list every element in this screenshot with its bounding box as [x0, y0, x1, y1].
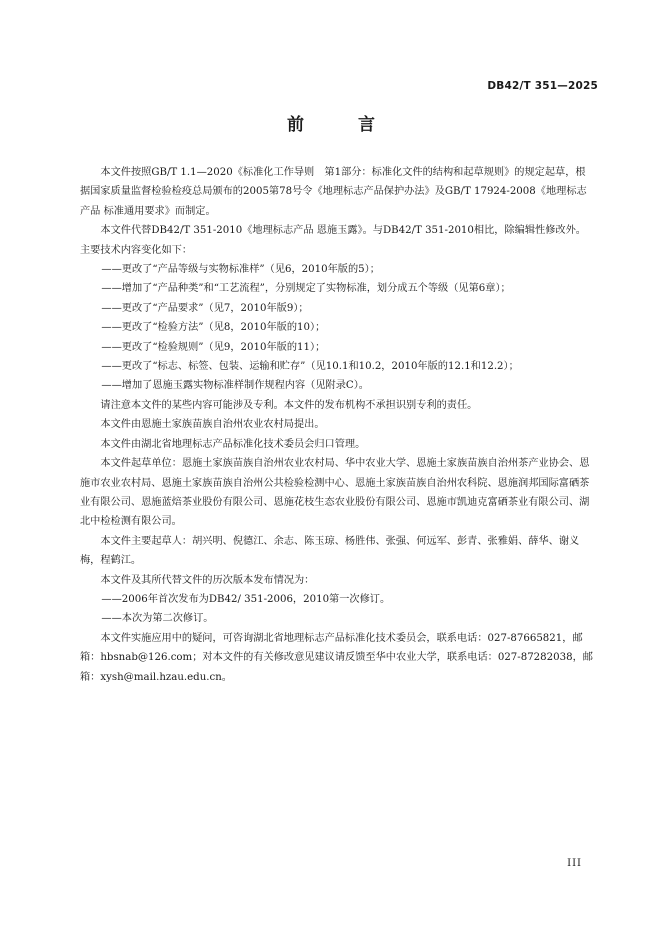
paragraph-drafting-basis: 本文件按照GB/T 1.1—2020《标准化工作导则 第1部分：标准化文件的结构和起草规则》的规定起草，根据国家质量监督检验检疫总局颁布的2005第78号令《地理标志产品保护办法》及GB/T 17924-2008《地理标志产品 标准通用要求》而制定。 — [80, 167, 587, 217]
page-number: III — [567, 858, 582, 869]
paragraph-administrator: 本文件由湖北省地理标志产品标准化技术委员会归口管理。 — [100, 438, 366, 450]
paragraph-drafting-units: 本文件起草单位：恩施土家族苗族自治州农业农村局、华中农业大学、恩施土家族苗族自治州茶产业协会、恩施市农业农村局、恩施土家族苗族自治州公共检验检测中心、恩施土家族苗族自治州农科院、恩施润邦国际富硒茶业有限公司、恩施蓝焙茶业股份有限公司、恩施花枝生态农业股份有限公司、恩施市凯迪克富硒茶业有限公司、湖北中检检测有限公司。 — [80, 458, 590, 528]
paragraph-version-history: 本文件及其所代替文件的历次版本发布情况为： — [100, 574, 315, 586]
change-item — [80, 279, 594, 298]
history-item: ——2006年首次发布为DB42/ 351-2006，2010第一次修订。 — [101, 593, 391, 605]
changes-list — [80, 260, 594, 396]
change-item: ——更改了“检验方法”（见8，2010年版的10）； — [101, 322, 326, 334]
change-item: ——更改了“检验规则”（见9，2010年版的11）； — [101, 341, 326, 353]
change-item: ——更改了“产品等级与实物标准样”（见6，2010年版的5）； — [101, 264, 380, 276]
paragraph-drafters: 本文件主要起草人：胡兴明、倪德江、余志、陈玉琼、杨胜伟、张强、何远军、彭青、张雅娟、薛华、谢义梅，程鹤江。 — [80, 535, 580, 567]
change-item-text: ——增加了“产品种类”和“工艺流程”，分别规定了实物标准，划分成五个等级（见第6章）； — [101, 283, 511, 295]
document-code: DB42/T 351—2025 — [487, 80, 598, 92]
history-list — [80, 590, 594, 629]
change-item: ——增加了恩施玉露实物标准样制作规程内容（见附录C）。 — [101, 380, 369, 392]
paragraph-replacement: 本文件代替DB42/T 351-2010《地理标志产品 恩施玉露》。与DB42/T 351-2010相比，除编辑性修改外。主要技术内容变化如下： — [80, 225, 586, 256]
change-item: ——更改了“标志、标签、包装、运输和贮存”（见10.1和10.2，2010年版的12.1和12.2）； — [101, 361, 519, 373]
paragraph-contact: 本文件实施应用中的疑问，可咨询湖北省地理标志产品标准化技术委员会，联系电话：027-87665821，邮箱：hbsnab@126.com；对本文件的有关修改意见建议请反馈至华中农业大学，联系电话：027-87282038，邮箱：xysh@mail.hzau.edu.cn。 — [80, 632, 593, 683]
history-item: ——本次为第二次修订。 — [101, 613, 214, 625]
foreword-body — [80, 163, 594, 687]
paragraph-patent-notice: 请注意本文件的某些内容可能涉及专利。本文件的发布机构不承担识别专利的责任。 — [100, 399, 478, 411]
change-item: ——更改了“产品要求”（见7，2010年版9）； — [101, 302, 309, 314]
paragraph-proposer: 本文件由恩施土家族苗族自治州农业农村局提出。 — [100, 419, 325, 431]
page-title: 前 言 — [287, 115, 399, 135]
